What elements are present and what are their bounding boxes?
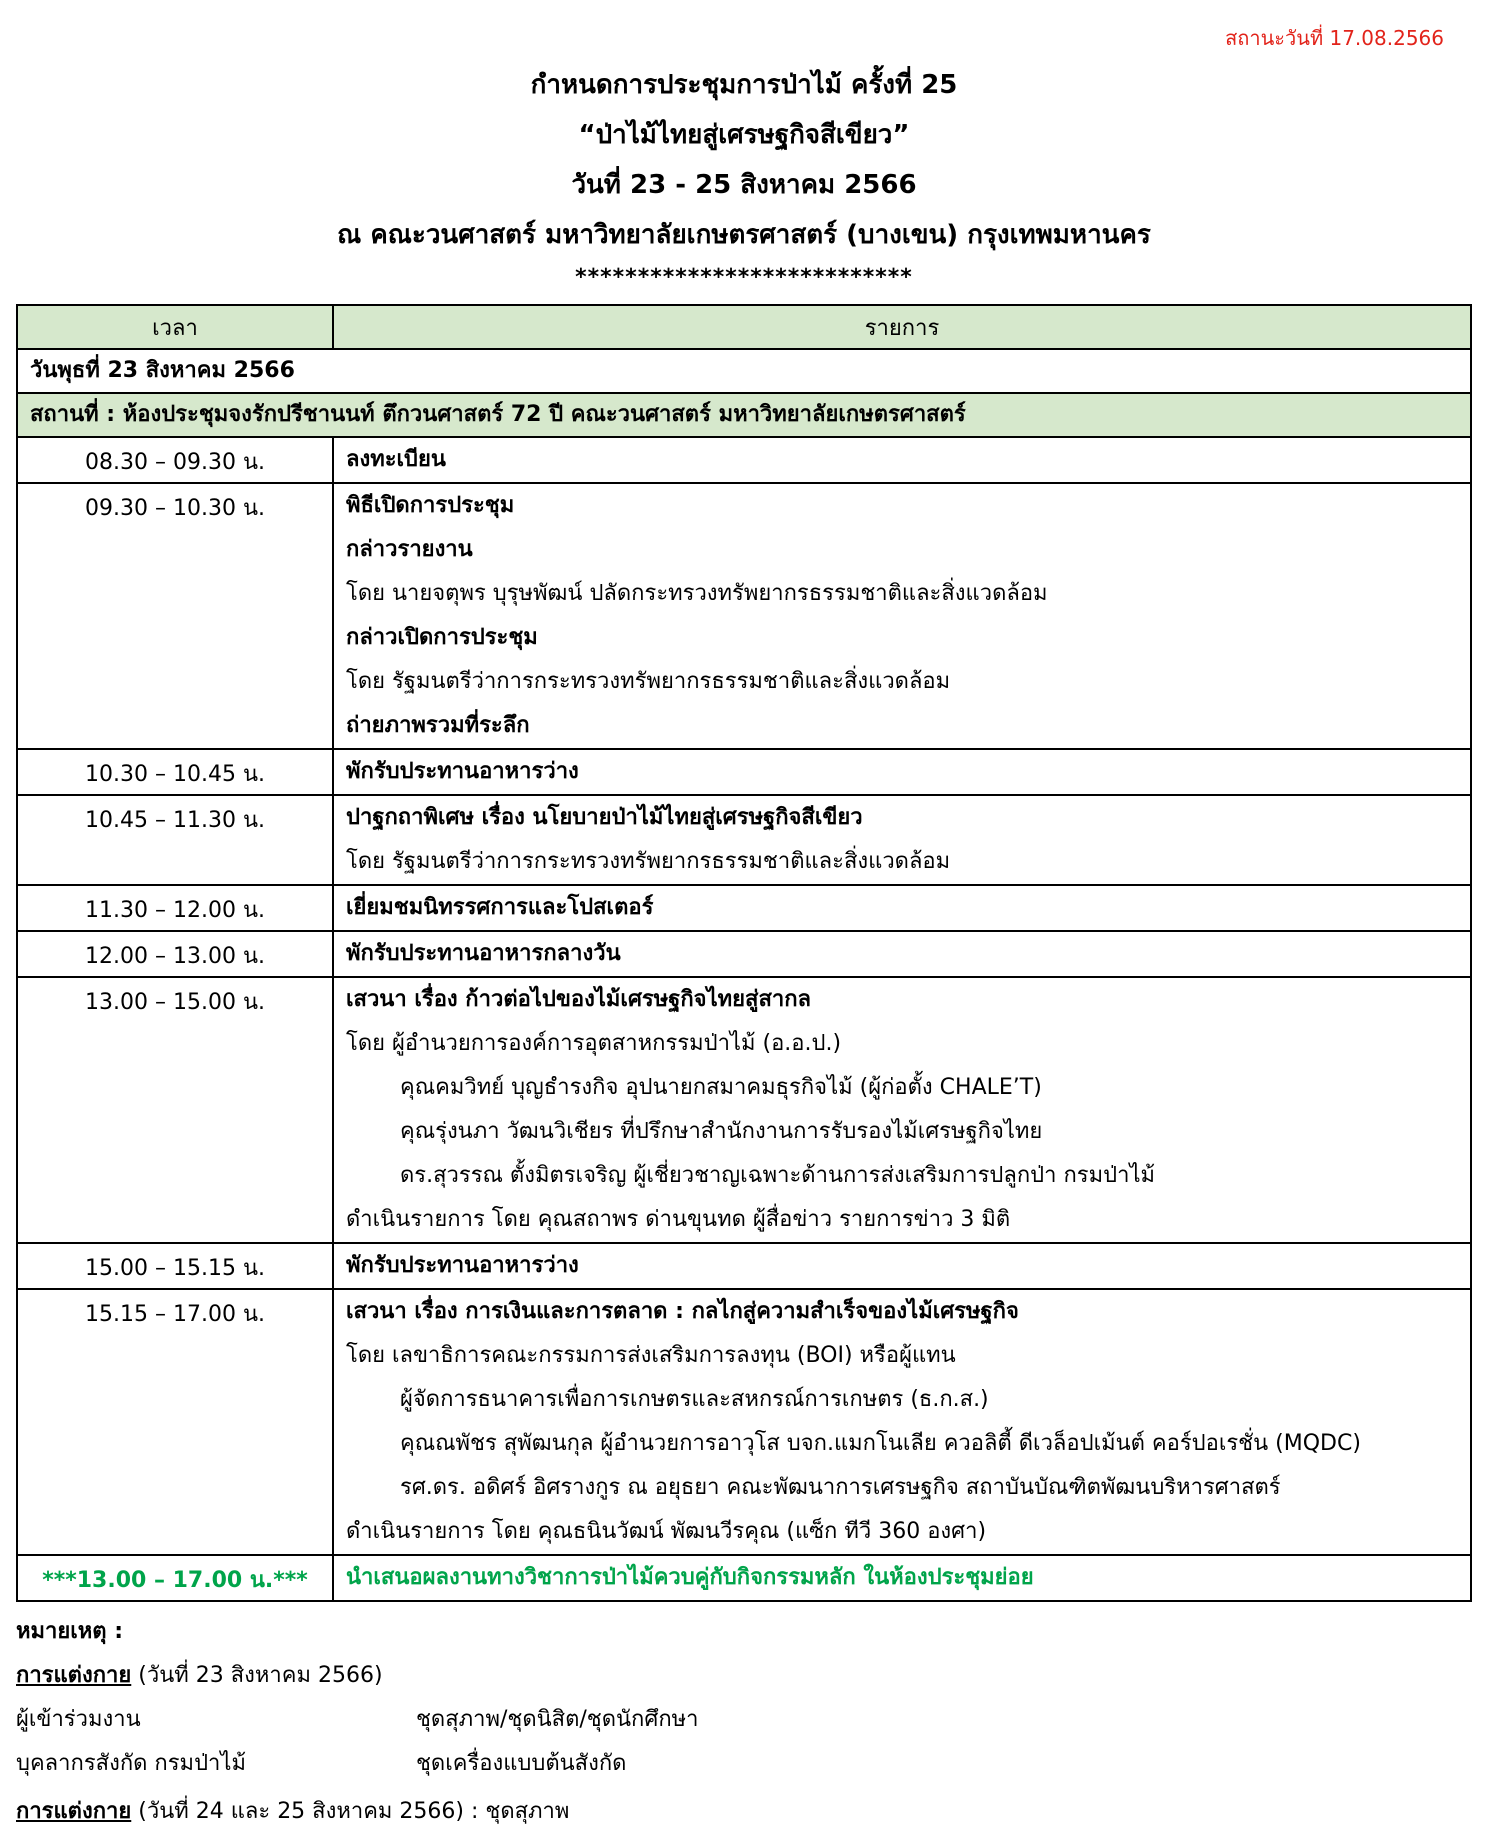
venue-label: สถานที่ : ห้องประชุมจงรักปรีชานนท์ ตึกวนศาสตร์ 72 ปี คณะวนศาสตร์ มหาวิทยาลัยเกษตรศาสตร์ [17,393,1471,437]
schedule-item-line: ดำเนินรายการ โดย คุณธนินวัฒน์ พัฒนวีรคุณ (แซ็ก ทีวี 360 องศา) [346,1519,987,1544]
schedule-item-line: คุณรุ่งนภา วัฒนวิเชียร ที่ปรึกษาสำนักงานการรับรองไม้เศรษฐกิจไทย [400,1119,1043,1144]
schedule-item-line: โดย รัฐมนตรีว่าการกระทรวงทรัพยากรธรรมชาติและสิ่งแวดล้อม [346,849,951,874]
schedule-time: 10.45 – 11.30 น. [17,795,333,885]
schedule-item-line: ปาฐกถาพิเศษ เรื่อง นโยบายป่าไม้ไทยสู่เศรษฐกิจสีเขียว [346,805,863,830]
schedule-item-line: เยี่ยมชมนิทรรศการและโปสเตอร์ [346,895,654,920]
schedule-item-line: คุณคมวิทย์ บุญธำรงกิจ อุปนายกสมาคมธุรกิจไม้ (ผู้ก่อตั้ง CHALE’T) [400,1075,1042,1100]
schedule-row [17,795,1471,885]
schedule-item-line: พักรับประทานอาหารว่าง [346,759,579,784]
header-time: เวลา [17,305,333,349]
schedule-item-line: พิธีเปิดการประชุม [346,493,515,518]
schedule-items [333,795,1471,885]
schedule-row [17,931,1471,977]
dress-code-label: การแต่งกาย [16,1663,132,1688]
schedule-items [333,437,1471,483]
dress-row [16,1698,1456,1742]
title-line-2: “ป่าไม้ไทยสู่เศรษฐกิจสีเขียว” [578,120,910,150]
status-date: สถานะวันที่ 17.08.2566 [1225,26,1444,50]
schedule-item-line: ถ่ายภาพรวมที่ระลึก [346,713,530,738]
dress-who: ผู้เข้าร่วมงาน [16,1707,141,1732]
dress-code-detail: (วันที่ 24 และ 25 สิงหาคม 2566) : ชุดสุภาพ [131,1799,570,1824]
schedule-item-line: ดร.สุวรรณ ตั้งมิตรเจริญ ผู้เชี่ยวชาญเฉพาะด้านการส่งเสริมการปลูกป่า กรมป่าไม้ [400,1163,1156,1188]
schedule-time: 15.15 – 17.00 น. [17,1289,333,1555]
schedule-item-line: โดย ผู้อำนวยการองค์การอุตสาหกรรมป่าไม้ (อ.อ.ป.) [346,1031,842,1056]
schedule-items [333,483,1471,749]
schedule-item-line: คุณณพัชร สุพัฒนกุล ผู้อำนวยการอาวุโส บจก.แมกโนเลีย ควอลิตี้ ดีเวล็อปเม้นต์ คอร์ปอเรชั่น (MQDC) [400,1431,1361,1456]
document-title-block [0,60,1488,296]
title-line-3: วันที่ 23 - 25 สิงหาคม 2566 [571,170,917,200]
schedule-row [17,885,1471,931]
schedule-item-line: ลงทะเบียน [346,447,446,472]
schedule-item-line: ดำเนินรายการ โดย คุณสถาพร ด่านขุนทด ผู้สื่อข่าว รายการข่าว 3 มิติ [346,1207,1011,1232]
schedule-time: 08.30 – 09.30 น. [17,437,333,483]
dress-what: ชุดสุภาพ/ชุดนิสิต/ชุดนักศึกษา [416,1707,699,1732]
title-separator: *************************** [575,265,913,290]
schedule-items [333,749,1471,795]
schedule-item-line: เสวนา เรื่อง ก้าวต่อไปของไม้เศรษฐกิจไทยสู่สากล [346,987,812,1012]
schedule-item-line: กล่าวเปิดการประชุม [346,625,538,650]
schedule-row [17,749,1471,795]
day-label: วันพุธที่ 23 สิงหาคม 2566 [17,349,1471,393]
schedule-time: 12.00 – 13.00 น. [17,931,333,977]
schedule-items [333,1289,1471,1555]
schedule-items [333,885,1471,931]
schedule-row [17,1243,1471,1289]
dress-who: บุคลากรสังกัด กรมป่าไม้ [16,1751,246,1776]
title-line-4: ณ คณะวนศาสตร์ มหาวิทยาลัยเกษตรศาสตร์ (บางเขน) กรุงเทพมหานคร [337,220,1151,250]
schedule-item-line: ผู้จัดการธนาคารเพื่อการเกษตรและสหกรณ์การเกษตร (ธ.ก.ส.) [400,1387,989,1412]
notes-section [16,1610,1456,1834]
schedule-time: 10.30 – 10.45 น. [17,749,333,795]
schedule-item-line: นำเสนอผลงานทางวิชาการป่าไม้ควบคู่กับกิจกรรมหลัก ในห้องประชุมย่อย [346,1565,1034,1590]
title-line-1: กำหนดการประชุมการป่าไม้ ครั้งที่ 25 [530,70,958,100]
schedule-time: 09.30 – 10.30 น. [17,483,333,749]
header-item: รายการ [333,305,1471,349]
dress-code-date: (วันที่ 23 สิงหาคม 2566) [131,1663,383,1688]
schedule-item-line: รศ.ดร. อดิศร์ อิศรางกูร ณ อยุธยา คณะพัฒนาการเศรษฐกิจ สถาบันบัณฑิตพัฒนบริหารศาสตร์ [400,1475,1281,1500]
dress-code-label: การแต่งกาย [16,1799,132,1824]
schedule-item-line: โดย รัฐมนตรีว่าการกระทรวงทรัพยากรธรรมชาติและสิ่งแวดล้อม [346,669,951,694]
schedule-item-line: โดย เลขาธิการคณะกรรมการส่งเสริมการลงทุน (BOI) หรือผู้แทน [346,1343,956,1368]
notes-heading: หมายเหตุ : [16,1619,124,1644]
schedule-items [333,977,1471,1243]
schedule-item-line: โดย นายจตุพร บุรุษพัฒน์ ปลัดกระทรวงทรัพยากรธรรมชาติและสิ่งแวดล้อม [346,581,1048,606]
schedule-time: ***13.00 – 17.00 น.*** [17,1555,333,1601]
dress-code-day1 [16,1654,1456,1698]
schedule-row [17,1289,1471,1555]
dress-row [16,1742,1456,1786]
dress-code-day2 [16,1790,1456,1834]
schedule-items [333,1555,1471,1601]
schedule-row [17,437,1471,483]
schedule-row [17,1555,1471,1601]
schedule-item-line: พักรับประทานอาหารว่าง [346,1253,579,1278]
dress-what: ชุดเครื่องแบบต้นสังกัด [416,1751,627,1776]
schedule-item-line: กล่าวรายงาน [346,537,473,562]
schedule-items [333,1243,1471,1289]
schedule-table [16,304,1472,1602]
schedule-time: 13.00 – 15.00 น. [17,977,333,1243]
schedule-row [17,977,1471,1243]
schedule-time: 11.30 – 12.00 น. [17,885,333,931]
schedule-item-line: เสวนา เรื่อง การเงินและการตลาด : กลไกสู่ความสำเร็จของไม้เศรษฐกิจ [346,1299,1019,1324]
schedule-row [17,483,1471,749]
schedule-time: 15.00 – 15.15 น. [17,1243,333,1289]
schedule-item-line: พักรับประทานอาหารกลางวัน [346,941,621,966]
schedule-items [333,931,1471,977]
